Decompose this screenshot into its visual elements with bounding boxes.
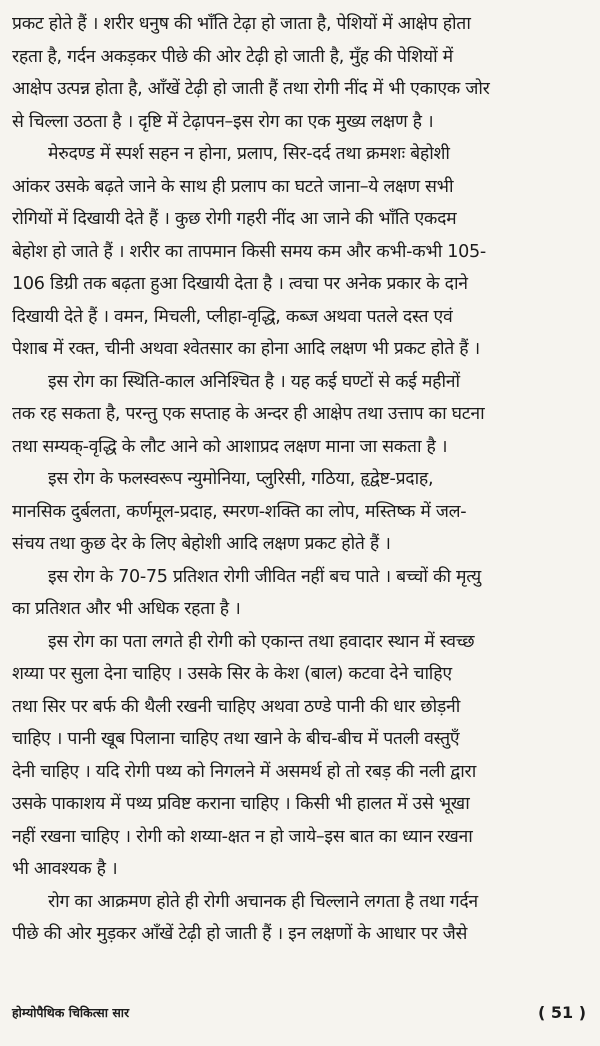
text-line: नहीं रखना चाहिए । रोगी को शय्या-क्षत न हो जाये–इस बात का ध्यान रखना: [12, 826, 473, 847]
text-line: रहता है, गर्दन अकड़कर पीछे की ओर टेढ़ी हो जाती है, मुँह की पेशियों में: [12, 46, 453, 67]
text-line: चाहिए । पानी खूब पिलाना चाहिए तथा खाने के बीच-बीच में पतली वस्तुएँ: [12, 729, 460, 749]
text-line: बेहोश हो जाते हैं । शरीर का तापमान किसी समय कम और कभी-कभी 105-: [12, 241, 486, 262]
text-line: उसके पाकाशय में पथ्य प्रविष्ट कराना चाहिए । किसी भी हालत में उसे भूखा: [12, 794, 470, 814]
text-line: इस रोग का स्थिति-काल अनिश्चित है । यह कई घण्टों से कई महीनों: [48, 371, 460, 392]
text-line: प्रकट होते हैं । शरीर धनुष की भाँति टेढ़ा हो जाता है, पेशियों में आक्षेप होता: [12, 14, 471, 34]
text-line: तथा सिर पर बर्फ की थैली रखनी चाहिए अथवा ठण्डे पानी की धार छोड़नी: [12, 696, 460, 717]
text-line: आक्षेप उत्पन्न होता है, आँखें टेढ़ी हो जाती हैं तथा रोगी नींद में भी एकाएक जोर: [12, 79, 490, 99]
text-line: मानसिक दुर्बलता, कर्णमूल-प्रदाह, स्मरण-शक्ति का लोप, मस्तिष्क में जल-: [12, 501, 467, 522]
text-line: दिखायी देते हैं । वमन, मिचली, प्लीहा-वृद्धि, कब्ज अथवा पतले दस्त एवं: [12, 306, 453, 327]
page-footer: [12, 1000, 586, 1024]
body-text: [12, 8, 590, 951]
text-line: पेशाब में रक्त, चीनी अथवा श्वेतसार का होना आदि लक्षण भी प्रकट होते हैं ।: [12, 339, 480, 359]
text-line: से चिल्ला उठता है । दृष्टि में टेढ़ापन–इस रोग का एक मुख्य लक्षण है ।: [12, 111, 434, 132]
text-line: इस रोग के 70-75 प्रतिशत रोगी जीवित नहीं बच पाते । बच्चों की मृत्यु: [48, 566, 481, 587]
text-line: तक रह सकता है, परन्तु एक सप्ताह के अन्दर ही आक्षेप तथा उत्ताप का घटना: [12, 404, 485, 424]
text-line: रोग का आक्रमण होते ही रोगी अचानक ही चिल्लाने लगता है तथा गर्दन: [48, 891, 478, 912]
text-line: शय्या पर सुला देना चाहिए । उसके सिर के केश (बाल) कटवा देने चाहिए: [12, 664, 452, 684]
text-line: मेरुदण्ड में स्पर्श सहन न होना, प्रलाप, सिर-दर्द तथा क्रमशः बेहोशी: [48, 144, 450, 164]
text-line: तथा सम्यक्-वृद्धि के लौट आने को आशाप्रद लक्षण माना जा सकता है ।: [12, 436, 448, 457]
text-line: इस रोग के फलस्वरूप न्युमोनिया, प्लुरिसी, गठिया, हृद्वेष्ट-प्रदाह,: [48, 469, 434, 489]
text-line: रोगियों में दिखायी देते हैं । कुछ रोगी गहरी नींद आ जाने की भाँति एकदम: [12, 209, 457, 229]
text-line: भी आवश्यक है ।: [12, 859, 118, 879]
text-line: पीछे की ओर मुड़कर आँखें टेढ़ी हो जाती हैं । इन लक्षणों के आधार पर जैसे: [12, 924, 468, 944]
text-line: 106 डिग्री तक बढ़ता हुआ दिखायी देता है । त्वचा पर अनेक प्रकार के दाने: [12, 274, 468, 294]
page-number: ( 51 ): [537, 1002, 586, 1022]
book-title: होम्योपैथिक चिकित्सा सार: [12, 1004, 130, 1020]
text-line: आंकर उसके बढ़ते जाने के साथ ही प्रलाप का घटते जाना–ये लक्षण सभी: [12, 176, 454, 197]
text-line: इस रोग का पता लगते ही रोगी को एकान्त तथा हवादार स्थान में स्वच्छ: [48, 631, 475, 652]
text-line: संचय तथा कुछ देर के लिए बेहोशी आदि लक्षण प्रकट होते हैं ।: [12, 534, 391, 554]
text-line: देनी चाहिए । यदि रोगी पथ्य को निगलने में असमर्थ हो तो रबड़ की नली द्वारा: [12, 761, 476, 782]
text-line: का प्रतिशत और भी अधिक रहता है ।: [12, 599, 241, 619]
